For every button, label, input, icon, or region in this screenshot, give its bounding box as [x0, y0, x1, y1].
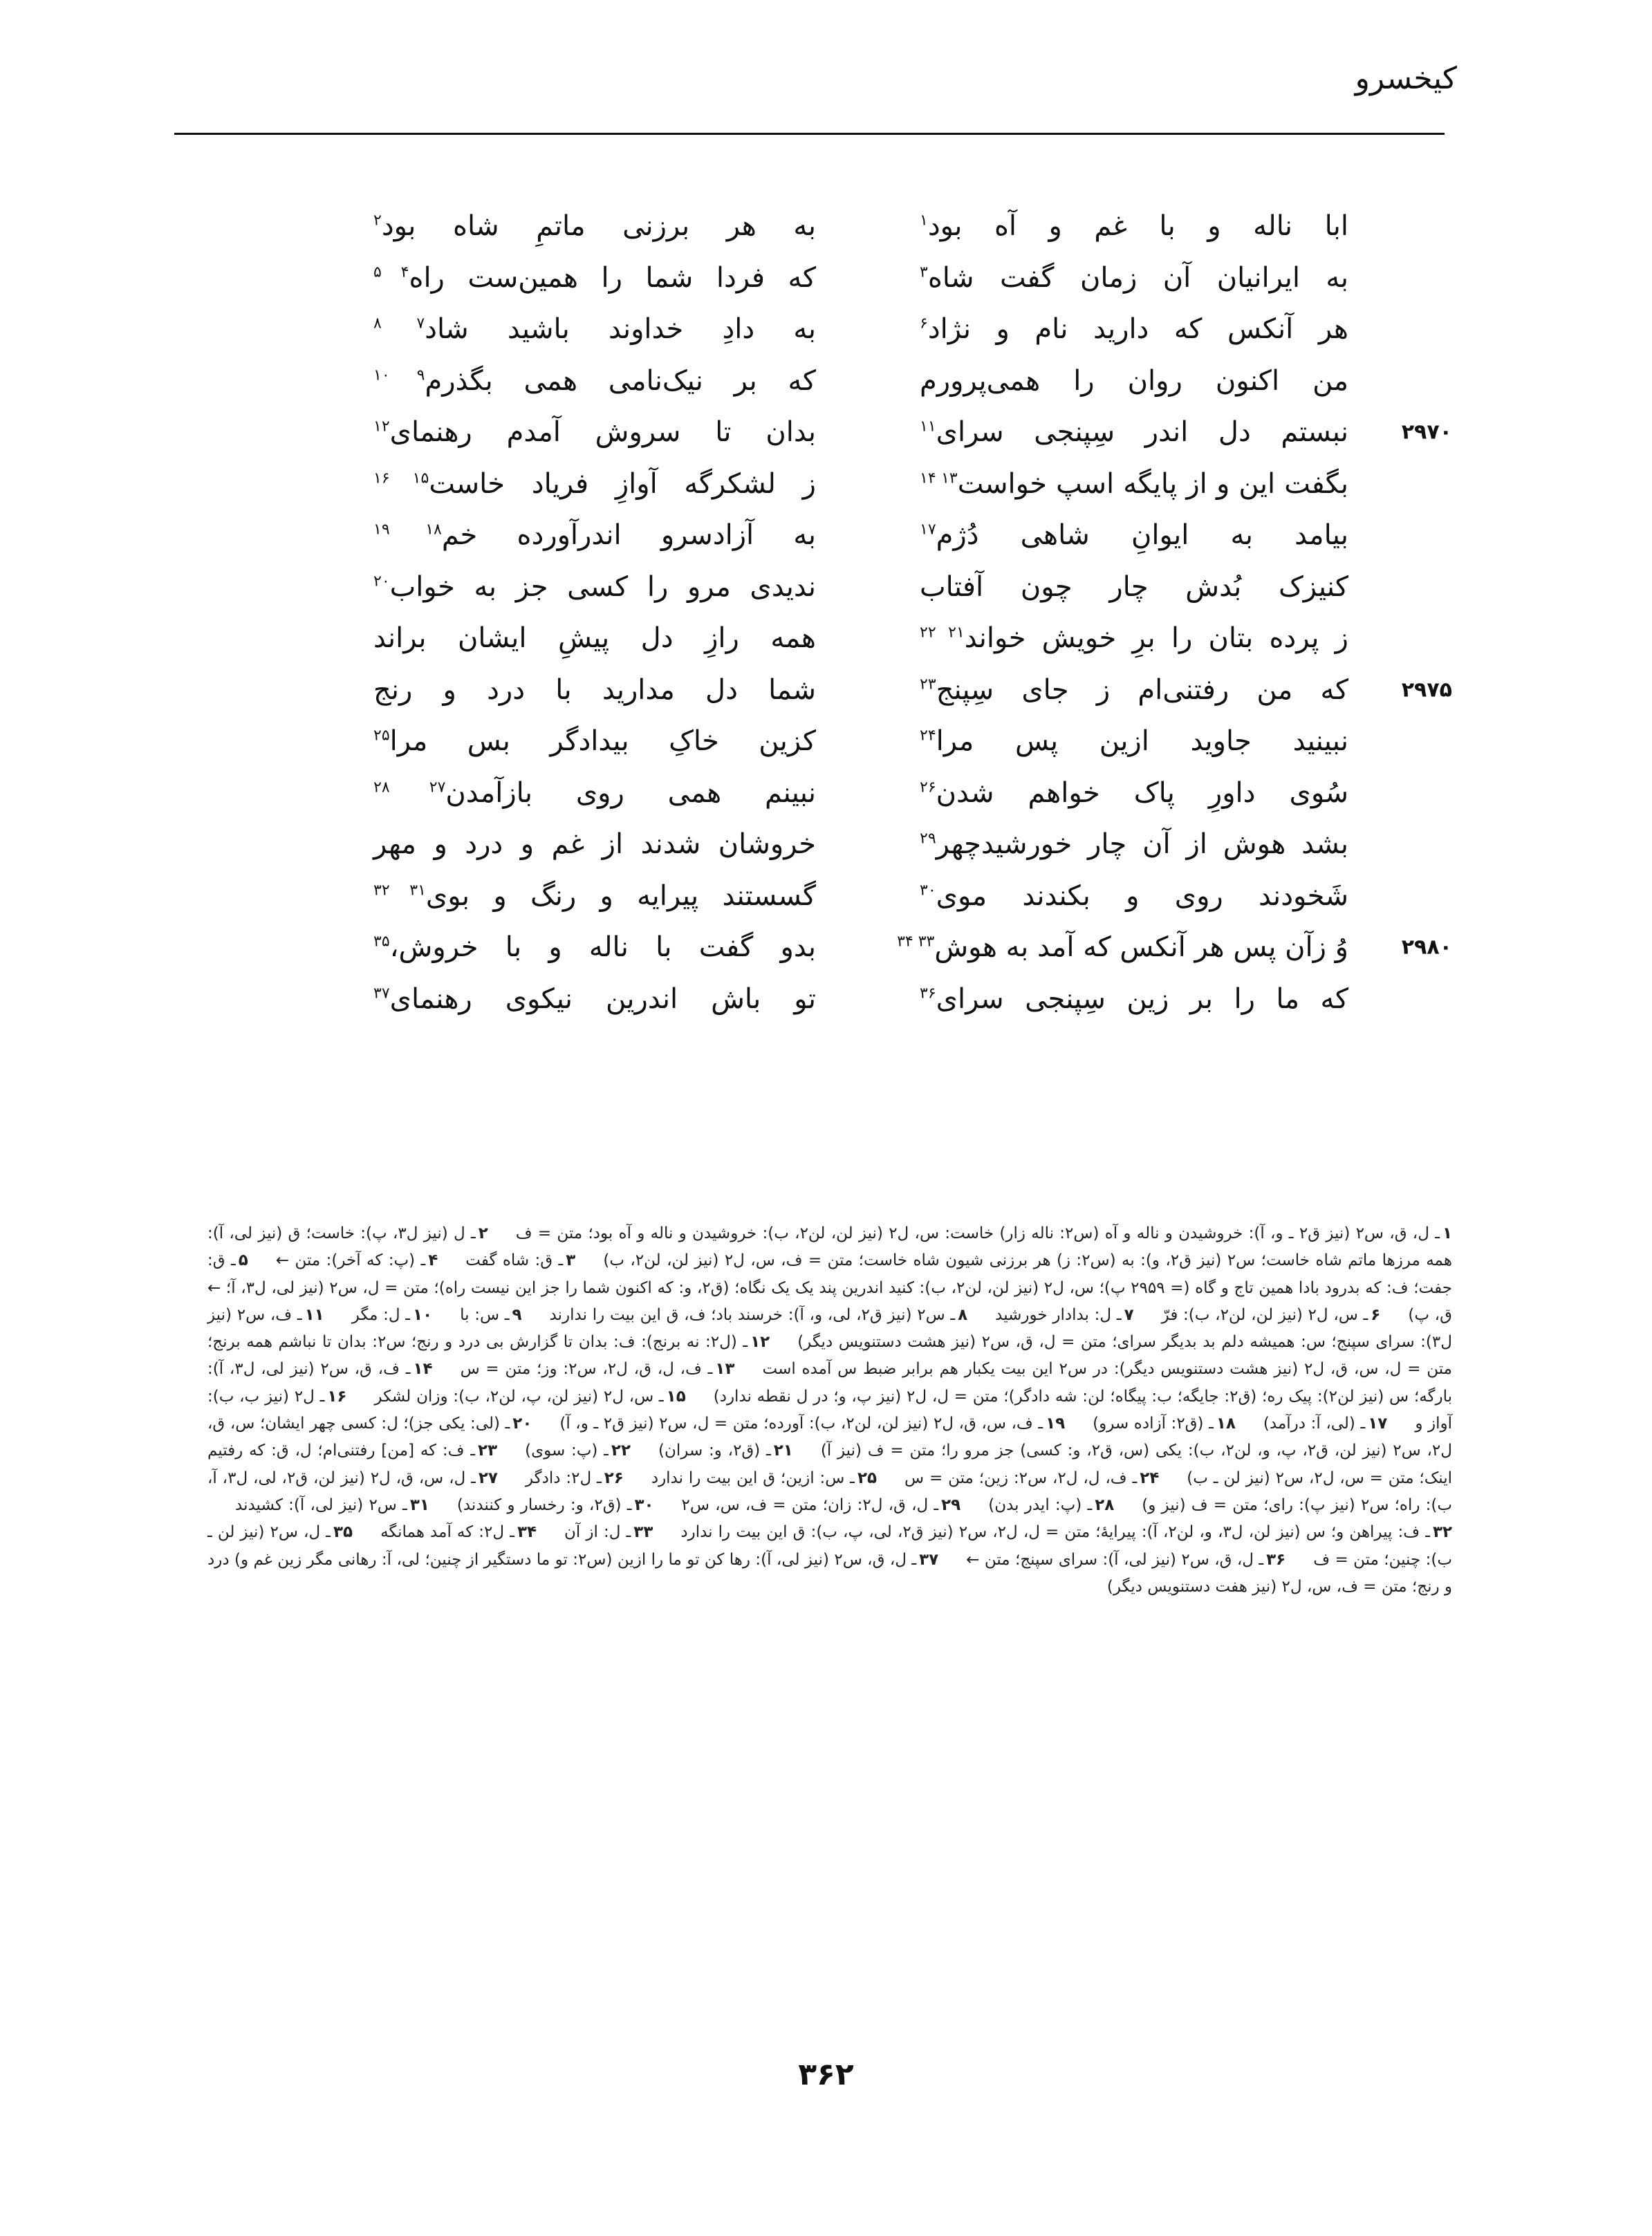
footnote-number: ۳۱	[409, 1496, 429, 1514]
footnote-number: ۱۵	[666, 1387, 686, 1406]
hemistich-text: بگفت این و از پایگه اسپ خواست	[957, 467, 1348, 500]
footnote-number: ۳۷	[919, 1550, 939, 1569]
footnote-text: ـ ف، ق، س۲ (نیز لی، ل۳، آ): بارگه؛ س (نیز لن۲): پیک ره؛ (ق۲: جایگه؛ ب: پیگاه؛ لن: شه دادگر)؛ متن = ل، ل۲ (نیز پ، و؛ در ل نقطه ندارد)	[207, 1360, 1452, 1406]
first-hemistich	[920, 416, 1348, 448]
footnote-number: ۳۰	[634, 1496, 654, 1514]
footnote	[353, 1523, 537, 1541]
footnote-ref: ۲۷ ۲۸	[373, 779, 446, 796]
footnote-text: ـ ل، س، ق، ل۲ (نیز لن، ق۲، لی، ل۳، آ، ب): راه؛ س۲ (نیز پ): رای؛ متن = ف (نیز و)	[207, 1469, 1452, 1514]
hemistich-text: من اکنون روان را همی‌پرورم	[920, 364, 1348, 397]
footnote-number: ۳۵	[333, 1523, 353, 1542]
footnote	[429, 1496, 654, 1514]
second-hemistich	[373, 880, 816, 912]
hemistich-text: کنیزک بُدش چار چون آفتاب	[920, 570, 1348, 603]
first-hemistich	[920, 468, 1348, 500]
couplet	[290, 252, 1452, 304]
footnote-text: ـ ل (نیز ل۳، پ): خاست؛ ق (نیز لی، آ): همه مرزها ماتم شاه خاست؛ س۲ (نیز ق۲، و): به (س۲: ز) هر برزنی شیون شاه خاست؛ متن = ف، س، ل۲ (نیز لن، لن۲، ب)	[207, 1224, 1452, 1270]
footnote	[938, 1551, 1286, 1569]
footnote-text: ـ س: با	[460, 1305, 510, 1324]
hemistich-text: بدو گفت با ناله و با خروش،	[389, 931, 816, 964]
footnote	[522, 1306, 968, 1324]
first-hemistich	[920, 210, 1348, 242]
footnote	[967, 1306, 1134, 1324]
hemistich-text: به هر برزنی ماتمِ شاه بود	[381, 210, 816, 243]
footnote-ref: ۳۷	[373, 985, 390, 1003]
footnote-text: ـ (پ: سوی)	[525, 1442, 609, 1460]
footnote-number: ۲۹	[941, 1496, 961, 1514]
footnote-number: ۲۰	[512, 1415, 532, 1433]
footnote-ref: ۶	[920, 315, 928, 333]
footnote-text: ـ ف، س، ق، ل۲ (نیز لن، لن۲، ب): آورده؛ متن = ل، س۲ (نیز ق۲ ـ و، آ)	[559, 1415, 1043, 1433]
footnote	[248, 1251, 438, 1269]
footnote-number: ۱۰	[413, 1305, 433, 1324]
first-hemistich	[920, 828, 1348, 860]
footnote-text: ـ ف، س۲ (نیز ل۳): سرای سپنج؛ س: همیشه دلم بد بدیگر سرای؛ متن = ل، ق، س۲ (نیز هشت دستنویس دیگر)	[207, 1305, 1452, 1352]
second-hemistich	[373, 313, 816, 345]
footnote-number: ۲۶	[604, 1469, 624, 1487]
footnote-ref: ۱۲	[373, 418, 390, 436]
hemistich-text: که من رفتنی‌ام ز جای سِپنج	[936, 673, 1348, 706]
couplet	[290, 767, 1452, 819]
footnote-text: ـ (ل۲: نه برنج): ف: بدان تا گزارش بی درد و رنج؛ س۲: بدان تا نباشم همه برنج؛ متن = ل، س، ق، ل۲ (نیز هشت دستنویس دیگر): در س۲ این بیت یکبار هم برابر ضبط س آمده است	[207, 1333, 1452, 1379]
verse-number: ۲۹۷۰	[1401, 420, 1452, 445]
footnote-number: ۱۴	[413, 1360, 433, 1379]
footnote-text: ـ (لی، آ: درآمد)	[1263, 1415, 1366, 1433]
hemistich-text: بیامد به ایوانِ شاهی دُژم	[936, 519, 1348, 552]
footnote-number: ۱	[1442, 1224, 1452, 1242]
hemistich-text: نبستم دل اندر سِپنجی سرای	[936, 416, 1348, 449]
couplet	[290, 407, 1452, 458]
first-hemistich	[920, 622, 1348, 654]
footnote-ref: ۱۳ ۱۴	[920, 469, 958, 487]
footnote-ref: ۲۱ ۲۲	[920, 624, 965, 642]
footnote-text: ـ (پ: ایدر بدن)	[988, 1496, 1093, 1514]
verse-number: ۲۹۷۵	[1401, 678, 1452, 702]
footnote	[432, 1306, 521, 1324]
hemistich-text: که بر نیک‌نامی همی بگذرم	[425, 364, 816, 397]
hemistich-text: بشد هوش از آن چار خورشیدچهر	[936, 828, 1348, 861]
footnote-number: ۹	[512, 1305, 522, 1324]
footnote-ref: ۳۵	[373, 933, 390, 951]
footnote-number: ۱۷	[1368, 1415, 1388, 1433]
hemistich-text: سُوی داورِ پاک خواهم شدن	[936, 776, 1348, 809]
footnote-ref: ۱۸ ۱۹	[373, 521, 442, 539]
footnote-number: ۳۴	[517, 1523, 537, 1542]
page-number: ۳۶۲	[798, 2057, 854, 2092]
hemistich-text: هر آنکس که دارید نام و نژاد	[927, 313, 1348, 346]
footnote-text: ـ ل، ق، س۲ (نیز ق۲ ـ و، آ): خروشیدن و ناله و آه (س۲: ناله زار) خاست: س، ل۲ (نیز لن، لن۲، ب): خروشیدن و ناله و آه بود؛ متن = ف	[515, 1224, 1440, 1242]
footnote-number: ۱۸	[1216, 1415, 1236, 1433]
footnote-text: ـ ل، س۲ (نیز لن ـ ب): چنین؛ متن = ف	[207, 1523, 1452, 1569]
running-head-title: کیخسرو	[1355, 61, 1457, 96]
footnote	[631, 1442, 793, 1460]
footnote	[877, 1469, 1159, 1487]
footnote-number: ۲۷	[478, 1469, 498, 1487]
hemistich-text: شَخودند روی و بکندند موی	[936, 879, 1348, 912]
footnote-text: ـ س، ل۲ (نیز لن، لن۲، ب): فرّ	[1161, 1305, 1368, 1324]
footnote	[1236, 1415, 1387, 1433]
first-hemistich	[897, 931, 1348, 964]
second-hemistich	[373, 725, 816, 757]
footnote-number: ۲۵	[857, 1469, 878, 1487]
footnote-number: ۳۳	[633, 1523, 653, 1542]
first-hemistich	[920, 725, 1348, 757]
footnote-number: ۶	[1371, 1305, 1381, 1324]
footnote-ref: ۹ ۱۰	[373, 366, 425, 384]
footnote-ref: ۲۰	[373, 572, 390, 590]
footnote-number: ۷	[1124, 1305, 1134, 1324]
footnote	[497, 1442, 631, 1460]
hemistich-text: بدان تا سروش آمدم رهنمای	[389, 416, 816, 449]
couplet	[290, 304, 1452, 355]
couplet	[290, 458, 1452, 510]
footnote-ref: ۱۷	[920, 521, 936, 539]
footnote-ref: ۷ ۸	[373, 315, 425, 333]
second-hemistich	[373, 622, 816, 654]
footnote-number: ۴	[428, 1251, 438, 1270]
hemistich-text: که فردا شما را همین‌ست راه	[409, 261, 816, 294]
footnote-text: ـ (ق۲: آزاده سرو)	[1093, 1415, 1214, 1433]
couplet	[290, 561, 1452, 613]
first-hemistich	[920, 519, 1348, 551]
couplet	[290, 716, 1452, 767]
hemistich-text: به ایرانیان آن زمان گفت شاه	[927, 261, 1348, 294]
footnote-ref: ۱۵ ۱۶	[373, 469, 429, 487]
footnote-number: ۲۱	[773, 1442, 793, 1460]
footnote-number: ۳۶	[1266, 1550, 1286, 1569]
footnote	[960, 1496, 1114, 1514]
footnote-ref: ۴ ۵	[373, 263, 409, 281]
footnote-number: ۸	[958, 1305, 968, 1324]
footnote-text: ـ (ق۲، و: سران)	[658, 1442, 771, 1460]
footnotes	[207, 1220, 1452, 1601]
second-hemistich	[373, 416, 816, 448]
footnote-ref: ۳۳ ۳۴	[897, 933, 935, 951]
second-hemistich	[373, 777, 816, 809]
footnote-text: ـ ل: از آن	[564, 1523, 631, 1542]
footnote-ref: ۲۹	[920, 830, 936, 848]
couplet	[290, 613, 1452, 664]
couplet	[290, 973, 1452, 1025]
footnote	[488, 1224, 1452, 1242]
hemistich-text: نبینید جاوید ازین پس مرا	[936, 725, 1348, 758]
footnote-text: ـ ق: جفت؛ ف: که بدرود بادا همین تاج و گاه (= ۲۹۵۹ پ)؛ س، ل۲ (نیز لن، لن۲، ب): کنید اندرین پند یک یک نگاه؛ (ق۲، و: که اکنون شما را جز این نیست راه)؛ متن = ل، س۲ (نیز لی، ل۳، آ؛ ← ق، پ)	[207, 1251, 1452, 1324]
couplet	[290, 819, 1452, 870]
hemistich-text: ندیدی مرو را کسی جز به خواب	[389, 570, 816, 603]
footnote-number: ۱۲	[750, 1333, 770, 1352]
footnote	[537, 1523, 653, 1541]
header-rule	[174, 133, 1445, 135]
footnote-text: ـ ل، ق، ل۲: زان؛ متن = ف، س، س۲	[681, 1496, 939, 1514]
hemistich-text: نبینم همی روی بازآمدن	[445, 776, 816, 809]
footnote-number: ۱۹	[1046, 1415, 1066, 1433]
footnote	[653, 1523, 1452, 1541]
footnote	[207, 1496, 429, 1514]
hemistich-text: کزین خاکِ بیدادگر بس مرا	[389, 725, 816, 758]
footnote	[532, 1415, 1065, 1433]
hemistich-text: گسستند پیرایه و رنگ و بوی	[425, 879, 816, 912]
footnote-ref: ۱	[920, 212, 928, 230]
footnote-ref: ۳	[920, 263, 928, 281]
second-hemistich	[373, 468, 816, 500]
footnote-number: ۱۱	[304, 1305, 324, 1324]
first-hemistich	[920, 313, 1348, 345]
verse-number: ۲۹۸۰	[1401, 935, 1452, 960]
footnote-ref: ۳۶	[920, 985, 936, 1003]
footnote-number: ۲۸	[1095, 1496, 1115, 1514]
hemistich-text: به دادِ خداوند باشید شاد	[425, 313, 817, 346]
second-hemistich	[373, 983, 816, 1015]
footnote-number: ۳۲	[1432, 1523, 1453, 1542]
hemistich-text: همه رازِ دل پیشِ ایشان براند	[373, 622, 816, 655]
poem-verses	[290, 201, 1452, 1025]
footnote-text: ـ ق: شاه گفت	[465, 1251, 564, 1270]
first-hemistich	[920, 262, 1348, 294]
hemistich-text: به آزادسرو اندرآورده خم	[441, 519, 816, 552]
footnote-ref: ۲۶	[920, 779, 936, 796]
footnote-ref: ۲۵	[373, 727, 390, 745]
couplet	[290, 355, 1452, 407]
footnote-text: ـ ل، ق، س۲ (نیز لی، آ): رها کن تو ما را ازین (س۲: تو ما دستگیر از چنین؛ لی، آ: رهانی مگر زین غم و) درد و رنج؛ متن = ف، س، ل۲ (نیز هفت دستنویس دیگر)	[207, 1550, 1452, 1596]
couplet	[290, 510, 1452, 561]
second-hemistich	[373, 674, 816, 706]
footnote-number: ۲۴	[1140, 1469, 1160, 1487]
footnote-text: ـ ف، ل، ق، ل۲، س۲: وز؛ متن = س	[460, 1360, 713, 1379]
footnote-ref: ۳۱ ۳۲	[373, 882, 426, 900]
footnote	[433, 1360, 735, 1378]
footnote-number: ۳	[566, 1251, 576, 1270]
footnote-number: ۲	[478, 1224, 488, 1242]
footnote-text: ـ ل، ق، س۲ (نیز لی، آ): سرای سپنج؛ متن ←	[966, 1550, 1264, 1569]
footnote-text: ـ س: ازین؛ ق این بیت را ندارد	[651, 1469, 855, 1487]
second-hemistich	[373, 828, 816, 860]
footnote-ref: ۱۱	[920, 418, 936, 436]
footnote-text: ـ س۲ (نیز لی، آ): کشیدند	[235, 1496, 407, 1514]
second-hemistich	[373, 931, 816, 963]
footnote	[1134, 1306, 1381, 1324]
hemistich-text: وُ زآن پس هر آنکس که آمد به هوش	[934, 931, 1348, 964]
footnote-ref: ۲۳	[920, 676, 936, 693]
couplet	[290, 664, 1452, 716]
hemistich-text: خروشان شدند از غم و درد و مهر	[373, 828, 816, 861]
first-hemistich	[920, 777, 1348, 809]
footnote-text: ـ ل۲: که آمد همانگه	[380, 1523, 514, 1542]
hemistich-text: ابا ناله و با غم و آه بود	[927, 210, 1348, 243]
footnote	[324, 1306, 432, 1324]
footnote-ref: ۲۴	[920, 727, 936, 745]
footnote	[346, 1388, 685, 1406]
footnote	[438, 1251, 575, 1269]
footnote-number: ۲۲	[611, 1442, 631, 1460]
footnote	[624, 1469, 877, 1487]
footnote-text: ـ ل۲ (نیز ب، ب): آواز و	[207, 1387, 1452, 1433]
footnote-text: ـ (پ: که آخر): متن ←	[275, 1251, 426, 1270]
footnote-text: ـ س، ل۲ (نیز لن، پ، لن۲، ب): وزان لشکر	[374, 1387, 664, 1406]
second-hemistich	[373, 571, 816, 603]
footnote-text: ـ ف: که [من] رفتنی‌ام؛ ل، ق: که رفتیم اینک؛ متن = س، ل۲، س۲ (نیز لن ـ ب)	[207, 1442, 1453, 1487]
footnote-ref: ۲	[373, 212, 382, 230]
footnote	[498, 1469, 624, 1487]
footnote-text: ـ ف: پیراهن و؛ س (نیز لن، ل۳، و، لن۲، آ): پیرایهٔ؛ متن = ل، ل۲، س۲ (نیز ق۲، لی، پ، ب): ق این بیت را ندارد	[680, 1523, 1430, 1542]
footnote-text: ـ ف، ل، ل۲، س۲: زین؛ متن = س	[904, 1469, 1138, 1487]
footnote-text: ـ ل۲: دادگر	[525, 1469, 602, 1487]
footnote-text: ـ س۲ (نیز ق۲، لی، و، آ): خرسند باد؛ ف، ق این بیت را ندارند	[549, 1305, 956, 1324]
hemistich-text: شما دل مدارید با درد و رنج	[373, 673, 816, 706]
couplet	[290, 922, 1452, 973]
footnote-text: ـ ل: بدادار خورشید	[995, 1305, 1122, 1324]
hemistich-text: تو باش اندرین نیکوی رهنمای	[389, 982, 816, 1015]
first-hemistich	[920, 571, 1348, 603]
footnote-ref: ۳۰	[920, 882, 936, 900]
hemistich-text: ز لشکرگه آوازِ فریاد خاست	[429, 467, 816, 500]
footnote-number: ۱۳	[715, 1360, 735, 1379]
hemistich-text: ز پرده بتان را برِ خویش خواند	[964, 622, 1348, 655]
first-hemistich	[920, 880, 1348, 912]
footnote	[1065, 1415, 1236, 1433]
couplet	[290, 870, 1452, 922]
footnote-text: ـ ل: مگر	[351, 1305, 411, 1324]
first-hemistich	[920, 365, 1348, 397]
first-hemistich	[920, 983, 1348, 1015]
footnote-number: ۱۶	[327, 1387, 347, 1406]
footnote-number: ۵	[238, 1251, 248, 1270]
second-hemistich	[373, 519, 816, 551]
second-hemistich	[373, 262, 816, 294]
footnote-text: ـ (ق۲، و: رخسار و کنندند)	[456, 1496, 632, 1514]
hemistich-text: که ما را بر زین سِپنجی سرای	[936, 982, 1348, 1015]
footnote	[654, 1496, 961, 1514]
couplet	[290, 201, 1452, 252]
second-hemistich	[373, 365, 816, 397]
footnote-text: ـ (لی: یکی جز)؛ ل: کسی چهر ایشان؛ س، ق، ل۲، س۲ (نیز لن، ق۲، پ، و، لن۲، ب): یکی (س، ق۲، و: کسی) جز مرو را؛ متن = ف (نیز آ)	[207, 1415, 1452, 1460]
first-hemistich	[920, 674, 1348, 706]
second-hemistich	[373, 210, 816, 242]
footnote-number: ۲۳	[478, 1442, 498, 1460]
